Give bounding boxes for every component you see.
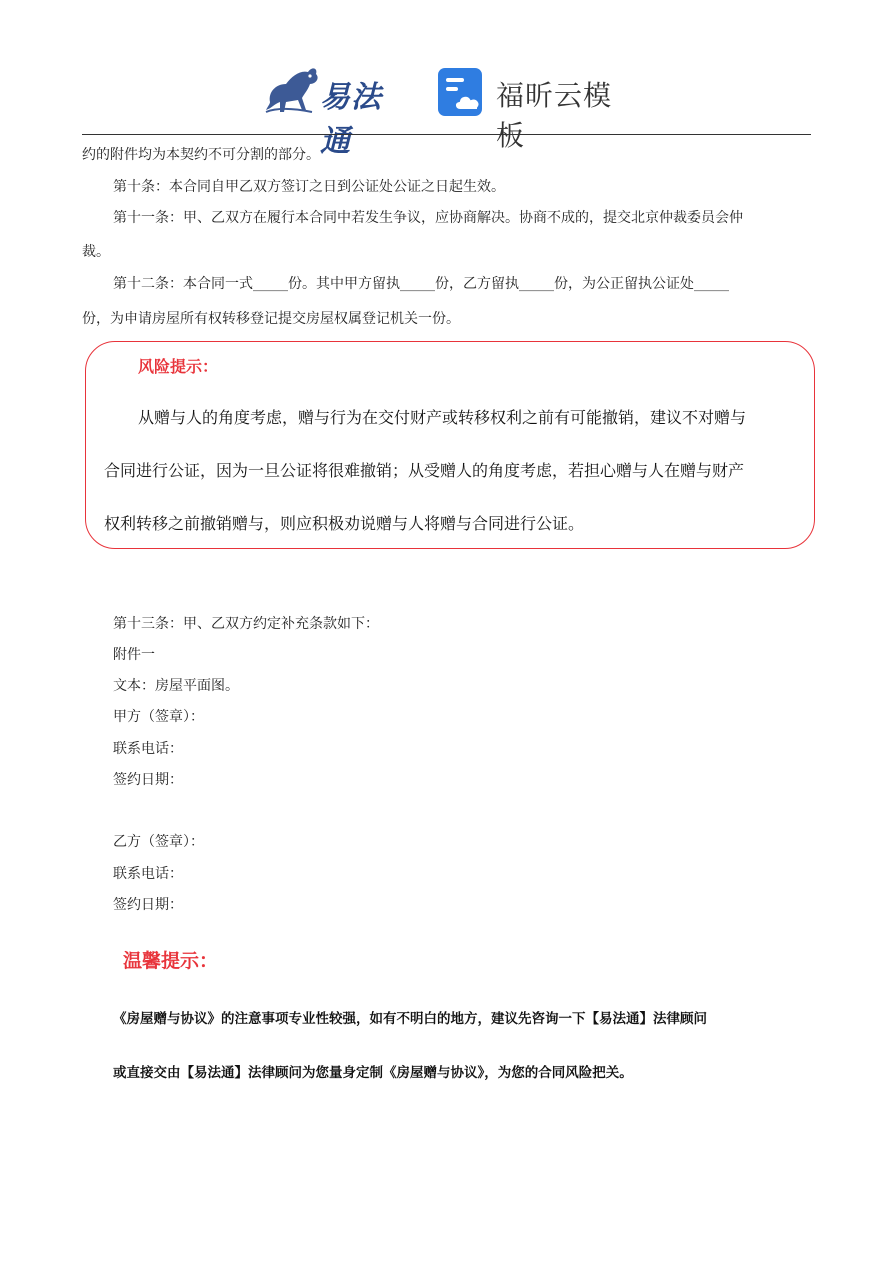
clause-12-line1: 第十二条：本合同一式_____份。其中甲方留执_____份，乙方留执_____份，为公正留执公证处_____: [113, 276, 729, 292]
warm-tip-title: 温馨提示：: [123, 950, 219, 972]
clause-13: 第十三条：甲、乙双方约定补充条款如下：: [113, 616, 379, 632]
party-b-signature: 乙方（签章）：: [113, 834, 204, 850]
risk-notice-line2: 合同进行公证，因为一旦公证将很难撤销；从受赠人的角度考虑，若担心赠与人在赠与财产: [104, 461, 745, 480]
clause-11-line2: 裁。: [82, 244, 110, 260]
party-b-date: 签约日期：: [113, 897, 183, 913]
header-divider: [82, 134, 811, 135]
foxit-brand-text: 福昕云模板: [496, 79, 613, 152]
warm-tip-line1: 《房屋赠与协议》的注意事项专业性较强，如有不明白的地方，建议先咨询一下【易法通】法律顾问: [113, 1011, 707, 1027]
qilin-icon: [262, 62, 324, 118]
party-a-signature: 甲方（签章）：: [113, 709, 204, 725]
document-cloud-icon: [436, 66, 488, 118]
foxit-template-logo: [436, 66, 636, 152]
attachment-text-item: 文本：房屋平面图。: [113, 678, 239, 694]
clause-10: 第十条：本合同自甲乙双方签订之日到公证处公证之日起生效。: [113, 179, 505, 195]
party-b-phone: 联系电话：: [113, 866, 183, 882]
warm-tip-line2: 或直接交由【易法通】法律顾问为您量身定制《房屋赠与协议》，为您的合同风险把关。: [113, 1065, 633, 1081]
clause-11-line1: 第十一条：甲、乙双方在履行本合同中若发生争议，应协商解决。协商不成的，提交北京仲裁委员会仲: [113, 210, 743, 226]
yifatong-logo: [262, 62, 412, 159]
risk-notice-title: 风险提示：: [138, 357, 219, 376]
party-a-phone: 联系电话：: [113, 741, 183, 757]
attachment-one: 附件一: [113, 647, 155, 663]
yifatong-brand-text: 易法通: [320, 80, 382, 159]
paragraph-attachment-note: 约的附件均为本契约不可分割的部分。: [82, 147, 320, 163]
risk-notice-line3: 权利转移之前撤销赠与，则应积极劝说赠与人将赠与合同进行公证。: [104, 514, 585, 533]
clause-12-line2: 份，为申请房屋所有权转移登记提交房屋权属登记机关一份。: [82, 311, 460, 327]
party-a-date: 签约日期：: [113, 772, 183, 788]
risk-notice-line1: 从赠与人的角度考虑，赠与行为在交付财产或转移权利之前有可能撤销，建议不对赠与: [138, 408, 747, 427]
